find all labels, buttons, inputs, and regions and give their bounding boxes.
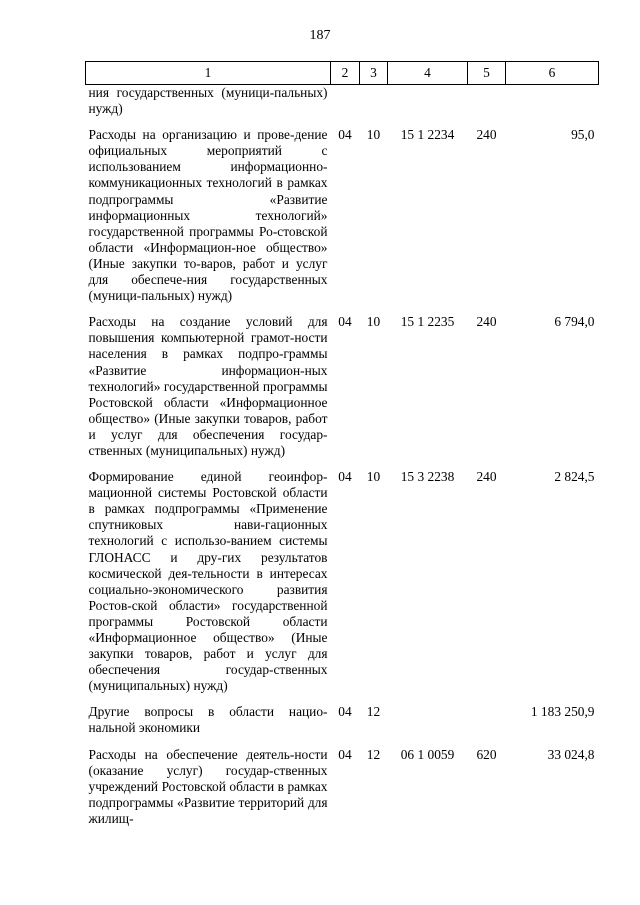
row-expense-type bbox=[468, 85, 506, 118]
header-row bbox=[86, 62, 599, 85]
row-subsection: 10 bbox=[366, 314, 381, 330]
row-expense-type: 240 bbox=[476, 469, 497, 485]
column-header-1: 1 bbox=[86, 62, 331, 85]
row-target-code: 15 1 2234 bbox=[400, 127, 455, 143]
table-row bbox=[86, 694, 599, 736]
budget-table bbox=[85, 61, 599, 827]
table-row bbox=[86, 117, 599, 304]
column-header-6: 6 bbox=[506, 62, 599, 85]
row-subsection: 12 bbox=[366, 704, 381, 720]
row-amount: 6 794,0 bbox=[554, 314, 595, 330]
row-target-code: 15 3 2238 bbox=[400, 469, 455, 485]
row-description: Расходы на обеспечение деятель-ности (оказание услуг) государ-ственных учреждений Ростовской области в рамках подпрограммы «Развитие территорий для жилищ- bbox=[88, 746, 328, 826]
row-expense-type: 240 bbox=[476, 127, 497, 143]
row-description: Другие вопросы в области нацио-нальной экономики bbox=[88, 704, 328, 736]
row-description: Расходы на организацию и прове-дение официальных мероприятий с использованием информационно-коммуникационных технологий в рамках подпрограммы «Развитие информационных технологий» государственной программы Ро-стовской области «Информацион-ное общество» (Иные закупки то-варов, работ и услуг для обеспече-ния государственных (муници-пальных) нужд) bbox=[88, 127, 328, 304]
row-section bbox=[331, 85, 360, 118]
row-subsection bbox=[360, 85, 388, 118]
row-description: Расходы на создание условий для повышения компьютерной грамот-ности населения в рамках подпро-граммы «Развитие информацион-ных технологий» государственной программы Ростовской области «Информационное общество» (Иные закупки товаров, работ и услуг для обеспечения государ-ственных (муниципальных) нужд) bbox=[88, 314, 328, 458]
table-row bbox=[86, 304, 599, 459]
row-section: 04 bbox=[338, 746, 352, 762]
row-amount: 2 824,5 bbox=[554, 469, 595, 485]
row-section: 04 bbox=[338, 469, 352, 485]
row-expense-type: 240 bbox=[476, 314, 497, 330]
page-number: 187 bbox=[309, 28, 331, 43]
column-header-3: 3 bbox=[360, 62, 388, 85]
row-subsection: 10 bbox=[366, 127, 381, 143]
row-description: ния государственных (муници-пальных) нужд) bbox=[88, 85, 328, 117]
row-amount bbox=[506, 85, 599, 118]
table-row bbox=[86, 459, 599, 694]
row-target-code bbox=[388, 694, 468, 736]
row-description: Формирование единой геоинфор-мационной системы Ростовской области в рамках подпрограммы «Применение спутниковых нави-гационных технологий с использо-ванием системы ГЛОНАСС и дру-гих результатов космической дея-тельности в интересах социально-экономического развития Ростов-ской области» государственной программы Ростовской области «Информационное общество» (Иные закупки товаров, работ и услуг для обеспечения государ-ственных (муниципальных) нужд) bbox=[88, 469, 328, 694]
row-amount: 95,0 bbox=[571, 127, 595, 143]
column-header-4: 4 bbox=[388, 62, 468, 85]
row-target-code: 15 1 2235 bbox=[400, 314, 455, 330]
row-target-code: 06 1 0059 bbox=[400, 746, 455, 762]
table-row bbox=[86, 737, 599, 827]
row-target-code bbox=[388, 85, 468, 118]
row-subsection: 10 bbox=[366, 469, 381, 485]
column-header-5: 5 bbox=[468, 62, 506, 85]
row-section: 04 bbox=[338, 704, 352, 720]
row-expense-type bbox=[468, 694, 506, 736]
row-section: 04 bbox=[338, 127, 352, 143]
column-header-2: 2 bbox=[331, 62, 360, 85]
row-expense-type: 620 bbox=[476, 746, 497, 762]
row-section: 04 bbox=[338, 314, 352, 330]
table-row bbox=[86, 85, 599, 118]
row-amount: 33 024,8 bbox=[547, 746, 595, 762]
row-subsection: 12 bbox=[366, 746, 381, 762]
row-amount: 1 183 250,9 bbox=[530, 704, 595, 720]
